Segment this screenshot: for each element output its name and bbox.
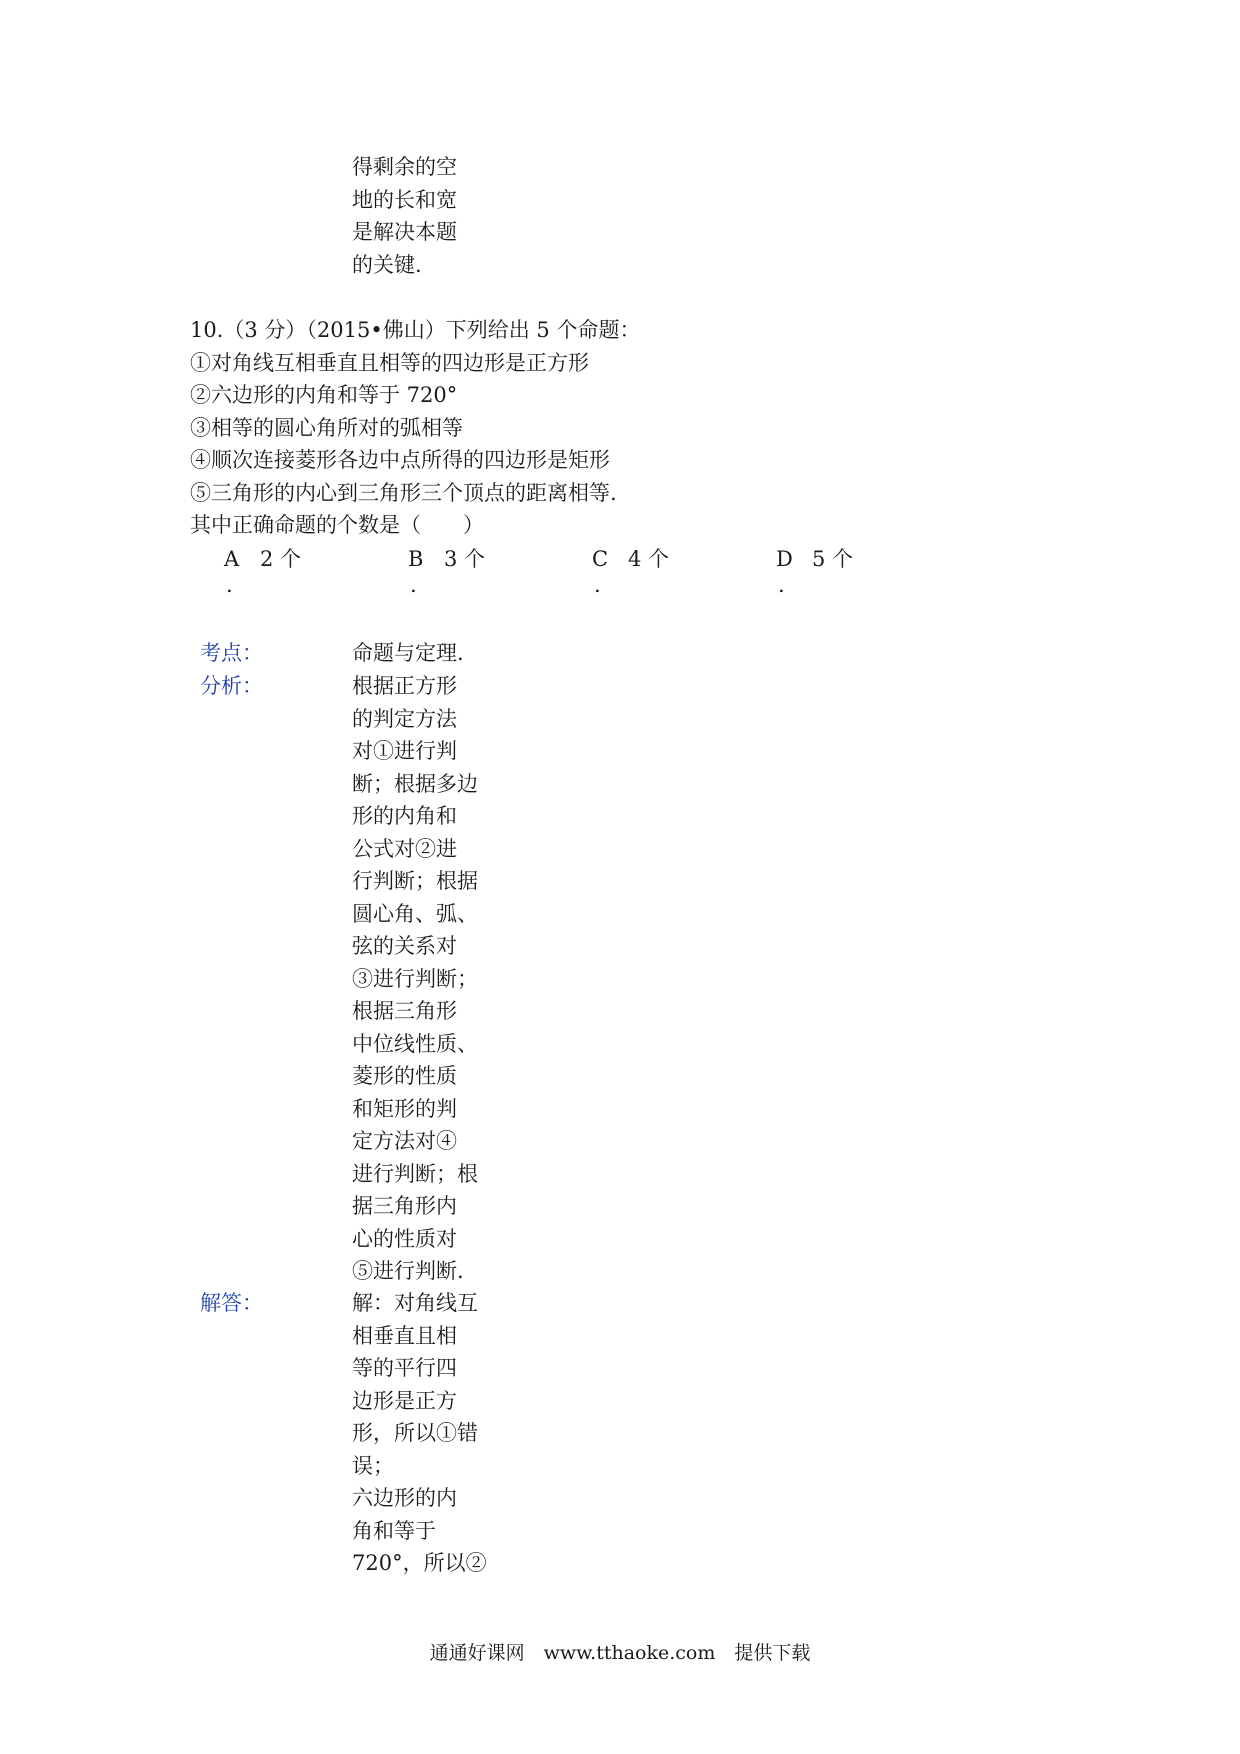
- fenxi-label: 分析：: [200, 674, 263, 698]
- text-line: 解：对角线互: [352, 1291, 478, 1315]
- option-letter: B: [408, 547, 424, 571]
- question-10: [190, 314, 640, 542]
- option-text: 5 个: [812, 547, 854, 571]
- fenxi-content: [352, 670, 502, 1288]
- proposition-1: ①对角线互相垂直且相等的四边形是正方形: [190, 350, 589, 375]
- option-c: [592, 543, 670, 597]
- text-line: 地的长和宽: [352, 187, 457, 212]
- question-ask: 其中正确命题的个数是（ ）: [190, 513, 484, 537]
- proposition-3: ③相等的圆心角所对的弧相等: [190, 415, 463, 440]
- option-letter: A: [224, 547, 240, 571]
- text-line: 相垂直且相: [352, 1323, 457, 1348]
- text-line: 形，所以①错: [352, 1421, 478, 1445]
- option-letter: C: [592, 547, 609, 571]
- kaodian-content: [352, 637, 502, 670]
- text-line: 的判定方法: [352, 706, 457, 731]
- option-text: 2 个: [260, 547, 302, 571]
- text-line: 的关键.: [352, 252, 422, 277]
- option-dot: .: [410, 573, 417, 597]
- option-dot: .: [226, 573, 233, 597]
- previous-solution-continuation: [352, 151, 502, 281]
- text-line: 定方法对④: [352, 1129, 457, 1153]
- proposition-2: ②六边形的内角和等于 720°: [190, 383, 458, 407]
- text-line: 弦的关系对: [352, 934, 457, 958]
- text-line: 形的内角和: [352, 804, 457, 828]
- footer-watermark: 通通好课网 www.tthaoke.com 提供下载: [429, 1642, 811, 1664]
- option-dot: .: [594, 573, 601, 597]
- text-line: 误；: [352, 1453, 394, 1478]
- text-line: 等的平行四: [352, 1356, 457, 1380]
- text-line: 根据正方形: [352, 674, 457, 698]
- text-line: 据三角形内: [352, 1194, 457, 1218]
- kaodian-label: 考点：: [200, 641, 263, 665]
- text-line: 边形是正方: [352, 1388, 457, 1413]
- text-line: 心的性质对: [352, 1226, 457, 1251]
- text-line: 角和等于: [352, 1518, 436, 1543]
- text-line: ⑤进行判断.: [352, 1259, 464, 1283]
- text-line: 进行判断；根: [352, 1161, 478, 1186]
- text-line: 命题与定理.: [352, 641, 464, 665]
- text-line: 公式对②进: [352, 836, 457, 861]
- proposition-5: ⑤三角形的内心到三角形三个顶点的距离相等.: [190, 480, 617, 505]
- option-d: [776, 543, 854, 597]
- text-line: ③进行判断；: [352, 966, 478, 991]
- option-a: [224, 543, 302, 597]
- jieda-label: 解答：: [200, 1291, 263, 1315]
- question-stem: 10.（3 分）（2015•佛山）下列给出 5 个命题：: [190, 318, 641, 342]
- option-letter: D: [776, 547, 793, 571]
- text-line: 得剩余的空: [352, 155, 457, 179]
- text-line: 720°，所以②: [352, 1551, 487, 1575]
- text-line: 和矩形的判: [352, 1096, 457, 1121]
- option-text: 3 个: [444, 547, 486, 571]
- proposition-4: ④顺次连接菱形各边中点所得的四边形是矩形: [190, 448, 610, 472]
- jieda-content: [352, 1287, 502, 1580]
- text-line: 圆心角、弧、: [352, 901, 478, 926]
- text-line: 是解决本题: [352, 220, 457, 244]
- text-line: 行判断；根据: [352, 869, 478, 893]
- option-dot: .: [778, 573, 785, 597]
- text-line: 菱形的性质: [352, 1064, 457, 1088]
- answer-options: [0, 543, 1240, 613]
- text-line: 对①进行判: [352, 739, 457, 763]
- option-text: 4 个: [628, 547, 670, 571]
- text-line: 根据三角形: [352, 999, 457, 1023]
- option-b: [408, 543, 486, 597]
- text-line: 断；根据多边: [352, 771, 478, 796]
- text-line: 六边形的内: [352, 1486, 457, 1510]
- text-line: 中位线性质、: [352, 1031, 478, 1056]
